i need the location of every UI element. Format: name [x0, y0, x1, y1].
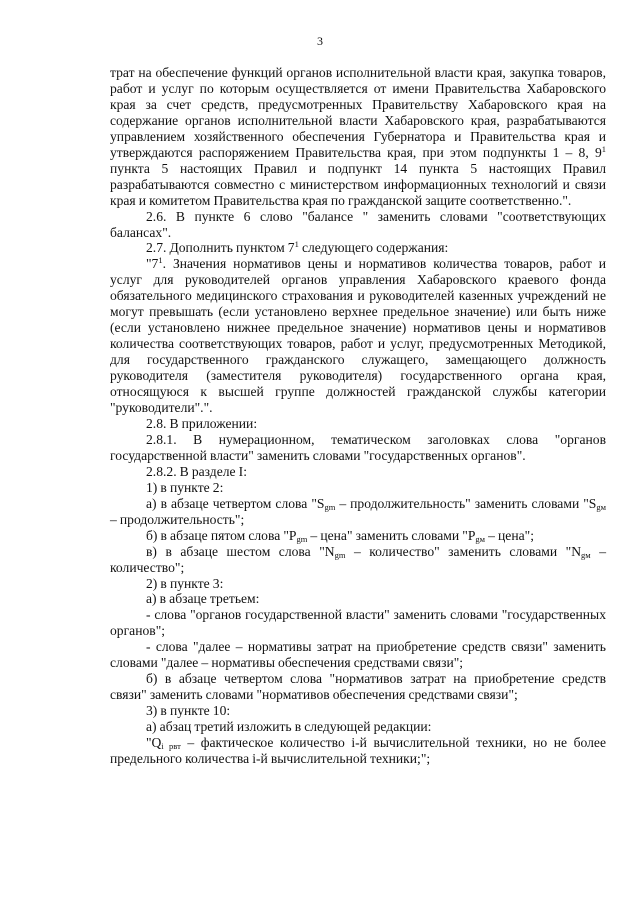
paragraph: 3) в пункте 10:	[146, 703, 231, 719]
paragraph: 2.8. В приложении:	[146, 415, 258, 431]
page-number: 3	[317, 34, 323, 48]
paragraph: "$7^1$. Значения нормативов цены и нормативов количества товаров, работ и услуг для руководителей органов управления Хабаровского краевого фонда обязательного медицинского страхования и руководителей казенных учреждений не могут превышать (если установлено верхнее предельное значение) или быть ниже (если установлено нижнее предельное значение) нормативов цены и нормативов количества соответствующих товаров, работ и услуг, предусмотренных Методикой, для государственного гражданского служащего, замещающего должность руководителя (заместителя руководителя) государственного органа края, относящуюся к высшей группе должностей гражданской службы категории "руководители".".	[110, 255, 606, 416]
paragraph: 2.7. Дополнить пунктом $7^1$ следующего содержания:	[146, 239, 449, 256]
paragraph: 2.8.2. В разделе I:	[146, 463, 247, 479]
paragraph: трат на обеспечение функций органов исполнительной власти края, закупка товаров, работ и услуг по которым осуществляется от имени Правительства Хабаровского края за счет средств, предусмотренных Правительству Хабаровского края на содержание органов исполнительной власти Хабаровского края, разрабатываются управлением хозяйственного обеспечения Губернатора и Правительства края и утверждаются распоряжением Правительства края, при этом подпункты 1 – 8, $9^1$ пункта 5 настоящих Правил и подпункт 14 пункта 5 настоящих Правил разрабатываются совместно с министерством информационных технологий и связи края и комитетом Правительства края по гражданской защите соответственно.".	[110, 65, 606, 208]
paragraph: а) абзац третий изложить в следующей редакции:	[146, 719, 432, 735]
paragraph: а) в абзаце четвертом слова "$S_{gm}$ – продолжительность" заменить словами "$S_{gм}$ – продолжительность";	[110, 495, 606, 527]
paragraph: 2) в пункте 3:	[146, 575, 224, 591]
document-body	[110, 65, 606, 767]
paragraph: - слова "органов государственной власти" заменить словами "государственных органов";	[110, 607, 606, 639]
paragraph: 2.6. В пункте 6 слово "балансе " заменить словами "соответствующих балансах".	[110, 208, 606, 240]
paragraph: в) в абзаце шестом слова "$N_{gm}$ – количество" заменить словами "$N_{gм}$ – количество";	[110, 543, 606, 575]
paragraph: а) в абзаце третьем:	[146, 591, 260, 607]
paragraph: "$Q_{i рвт}$ – фактическое количество i-й вычислительной техники, но не более предельного количества i-й вычислительной техники;";	[110, 735, 606, 766]
paragraph: - слова "далее – нормативы затрат на приобретение средств связи" заменить словами "далее – нормативы обеспечения средствами связи";	[110, 639, 606, 671]
paragraph: 2.8.1. В нумерационном, тематическом заголовках слова "органов государственной власти" заменить словами "государственных органов".	[110, 431, 606, 463]
paragraph: б) в абзаце четвертом слова "нормативов затрат на приобретение средств связи" заменить словами "нормативов обеспечения средствами связи";	[110, 671, 606, 703]
paragraph: б) в абзаце пятом слова "$P_{gm}$ – цена" заменить словами "$P_{gм}$ – цена";	[146, 527, 534, 544]
paragraph: 1) в пункте 2:	[146, 479, 224, 495]
